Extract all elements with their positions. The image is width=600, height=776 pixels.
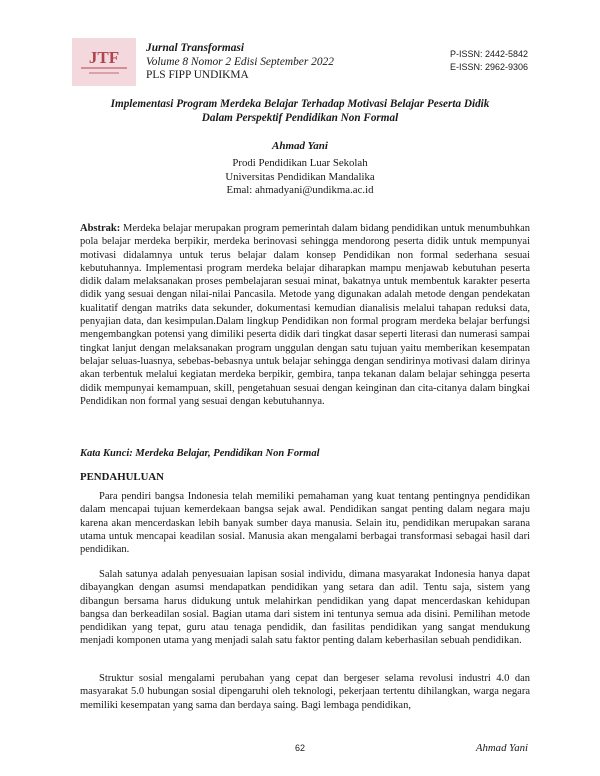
department: Prodi Pendidikan Luar Sekolah — [232, 157, 368, 169]
author-email: Emal: ahmadyani@undikma.ac.id — [226, 184, 374, 197]
paper-title-line-2: Dalam Perspektif Pendidikan Non Formal — [201, 112, 399, 124]
university: Universitas Pendidikan Mandalika — [225, 170, 375, 183]
running-author: Ahmad Yani — [475, 742, 528, 754]
logo-text: JTF — [88, 48, 120, 67]
paper-title-line-1: Implementasi Program Merdeka Belajar Terhadap Motivasi Belajar Peserta Didik — [110, 98, 490, 110]
keywords: Kata Kunci: Merdeka Belajar, Pendidikan Non Formal — [80, 448, 320, 459]
section-heading: PENDAHULUAN — [80, 471, 164, 483]
paper-title — [60, 97, 540, 125]
abstract-text: Merdeka belajar merupakan program pemerintah dalam bidang pendidikan untuk menumbuhkan pola belajar merdeka berpikir, merdeka berinovasi sehingga mendorong peserta didik untuk mempunyai motivasi didalamnya untuk terus belajar dalam konsep Pendidikan non formal sederhana sesuai kebutuhannya. Implementasi program merdeka belajar diharapkan mampu menjawab kebutuhan peserta didik dalam melaksanakan proses pembelajaran sesuai minat, bakatnya untuk membentuk karakter peserta didik yang sesuai dengan nilai-nilai Pancasila. Metode yang digunakan adalah metode dengan pendekatan kualitatif dengan matriks data sekunder, dokumentasi kemudian dianalisis melalui tahapan reduksi data, penyajian data, dan kesimpulan.Dalam lingkup Pendidikan non formal program merdeka belajar berfungsi mengembangkan potensi yang dimiliki peserta didik dari tingkat dasar seperti literasi dan numerasi sampai tingkat lanjut dengan melaksanakan program unggulan dengan satu tujuan yaitu memberikan kesempatan belajar seluas-luasnya, sebebas-bebasnya untuk belajar sehingga dengan sendirinya motivasi dalam dirinya akan terbentuk melalui kegiatan merdeka berpikir, gembira, tanpa tekanan dalam belajar sehingga peserta didik mempunyai kemampuan, skill, pengetahuan sesuai dengan keinginan dan cita-citanya dalam bingkai Pendidikan non formal yang sesuai dengan kebutuhannya. — [80, 223, 530, 407]
journal-logo-mark — [75, 41, 133, 83]
journal-volume: Volume 8 Nomor 2 Edisi September 2022 — [146, 55, 334, 68]
journal-info — [146, 42, 334, 83]
p-issn: P-ISSN: 2442-5842 — [449, 49, 528, 59]
abstract — [80, 222, 530, 408]
journal-title: Jurnal Transformasi — [146, 42, 245, 54]
body-paragraph: Salah satunya adalah penyesuaian lapisan sosial individu, dimana masyarakat Indonesia hanya dapat dibayangkan dengan asumsi mendapatkan pendidikan yang setara dan adil. Tentu saja, sistem yang dibangun bersama harus didukung untuk melahirkan pendidikan yang dapat mencerdaskan kehidupan bangsa dan berkeadilan sosial. Bagian utama dari sistem ini tentunya semua ada disini. Pemilihan metode pendidikan yang tepat, guru atau tenaga pendidik, dan fasilitas pendidikan yang sangat mendukung menjadi komponen utama yang menjadi salah satu faktor penting dalam keberhasilan sebuah pendidikan. — [80, 569, 530, 647]
journal-logo — [72, 38, 136, 86]
page-number: 62 — [294, 743, 305, 753]
abstract-label: Abstrak: — [80, 223, 121, 234]
body-paragraph: Para pendiri bangsa Indonesia telah memiliki pemahaman yang kuat tentang pentingnya pendidikan dalam mencapai tujuan kemerdekaan bangsa sejak awal. Pendidikan sangat penting dalam negara maju karena akan mencerdaskan lebih banyak sumber daya manusia. Selain itu, pendidikan merupakan sarana utama untuk mencapai keadilan sosial. Manusia akan mengalami berbagai transformasi sebagai hasil dari pendidikan. — [80, 491, 530, 556]
journal-publisher: PLS FIPP UNDIKMA — [146, 69, 249, 81]
e-issn: E-ISSN: 2962-9306 — [449, 62, 528, 72]
issn-info — [450, 48, 528, 74]
author-affiliation — [60, 157, 540, 198]
author-name: Ahmad Yani — [272, 140, 328, 152]
body-paragraph: Struktur sosial mengalami perubahan yang cepat dan bergeser selama revolusi industri 4.0 dan masyarakat 5.0 hubungan sosial dipengaruhi oleh teknologi, pekerjaan tertentu dihilangkan, warga negara memiliki kesempatan yang sama dan berdaya saing. Bagi lembaga pendidikan, — [80, 673, 530, 711]
